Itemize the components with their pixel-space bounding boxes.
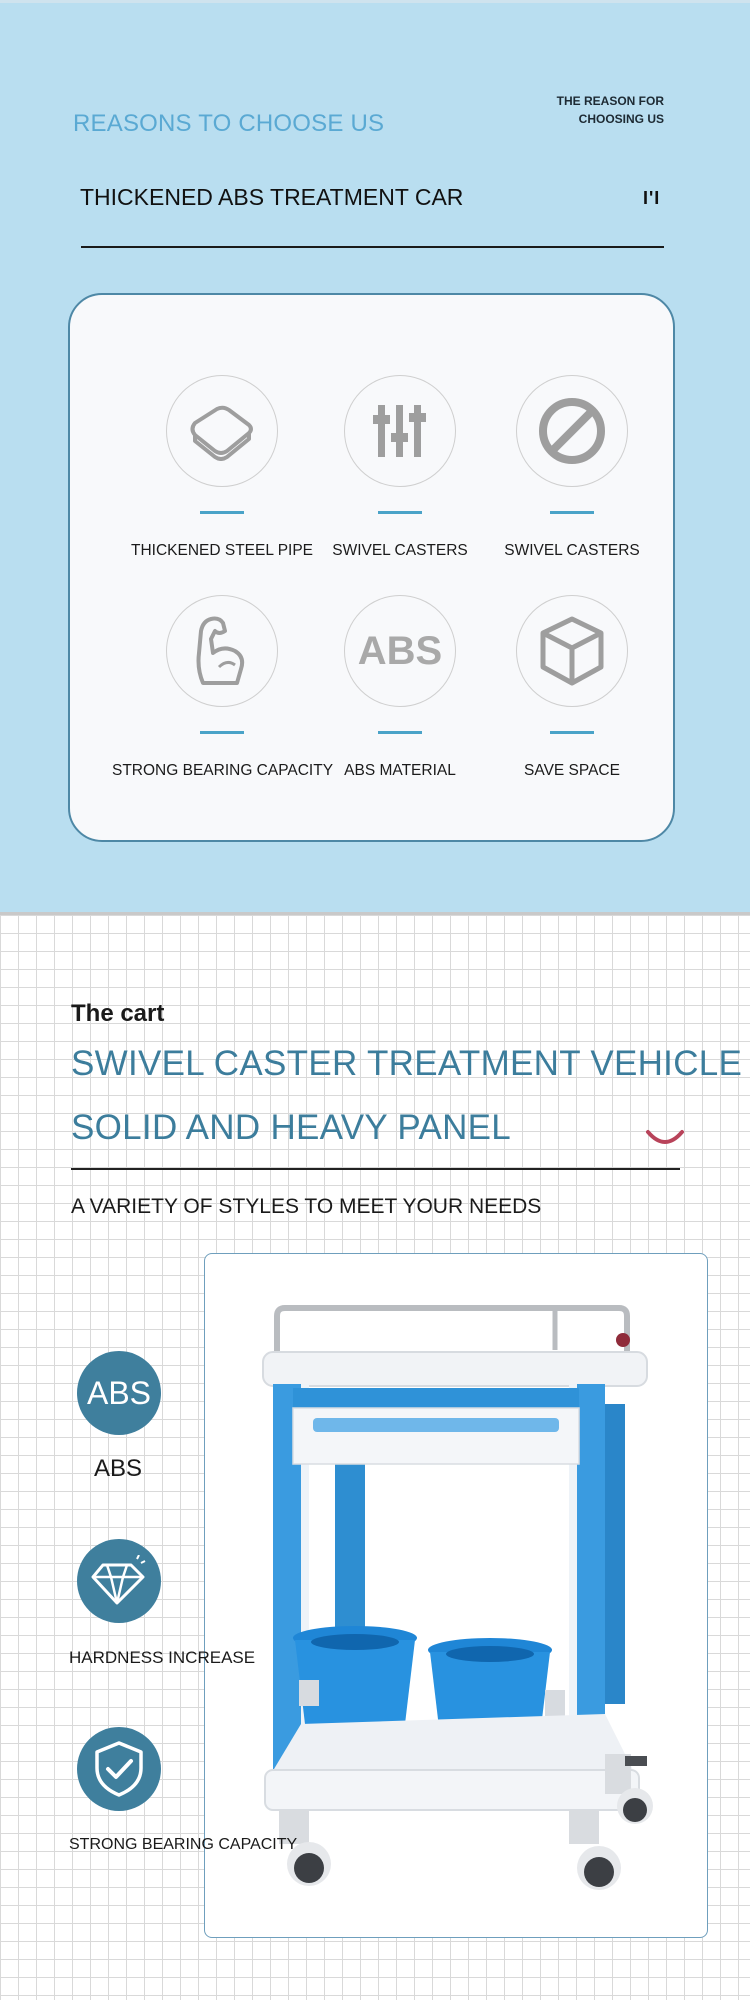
cube-icon (535, 613, 609, 689)
feature-icon-circle (166, 595, 278, 707)
abs-badge-text: ABS (86, 1374, 152, 1411)
feature-icon-circle (344, 595, 456, 707)
sliders-icon (368, 399, 432, 463)
smile-mark-icon (644, 1128, 686, 1152)
feature-icon-circle (516, 375, 628, 487)
hardness-badge (77, 1539, 161, 1623)
prohibited-icon (536, 395, 608, 467)
car-title: THICKENED ABS TREATMENT CAR (80, 184, 464, 210)
steel-plate-icon (187, 401, 257, 461)
feature-label: SWIVEL CASTERS (332, 542, 468, 559)
reasons-title: REASONS TO CHOOSE US (73, 110, 385, 137)
features-card (68, 293, 675, 842)
reason-for-line-1: THE REASON FOR (556, 94, 664, 108)
feature-dash (550, 731, 594, 734)
feature-label: ABS MATERIAL (344, 762, 456, 779)
styles-caption: A VARIETY OF STYLES TO MEET YOUR NEEDS (71, 1195, 542, 1218)
flexed-arm-icon (189, 613, 255, 689)
feature-swivel-casters-2 (462, 375, 682, 560)
feature-label: SWIVEL CASTERS (504, 542, 640, 559)
feature-dash (550, 511, 594, 514)
hardness-badge-label: HARDNESS INCREASE (69, 1648, 256, 1667)
car-title-mark: I'I (643, 188, 661, 208)
bearing-badge (77, 1727, 161, 1811)
feature-icon-circle (516, 595, 628, 707)
feature-label: THICKENED STEEL PIPE (130, 542, 314, 559)
abs-badge (77, 1351, 161, 1435)
feature-label: SAVE SPACE (524, 762, 620, 779)
bearing-badge-label: STRONG BEARING CAPACITY (69, 1836, 298, 1853)
feature-dash (200, 511, 244, 514)
feature-dash (378, 511, 422, 514)
reason-for-caption (504, 92, 664, 128)
car-title-divider (81, 246, 664, 248)
cart-pre-title: The cart (71, 1000, 165, 1027)
feature-save-space (462, 595, 682, 780)
cart-headline-2: SOLID AND HEAVY PANEL (71, 1108, 512, 1147)
feature-icon-circle (344, 375, 456, 487)
feature-dash (378, 731, 422, 734)
feature-dash (200, 731, 244, 734)
feature-icon-circle (166, 375, 278, 487)
cart-headline-1: SWIVEL CASTER TREATMENT VEHICLE (71, 1044, 743, 1083)
shield-check-icon (92, 1740, 146, 1798)
diamond-icon (91, 1555, 147, 1607)
abs-text-icon: ABS (357, 628, 443, 673)
abs-badge-label: ABS (94, 1455, 143, 1482)
cart-divider (71, 1168, 680, 1170)
reason-for-line-2: CHOOSING US (578, 112, 664, 126)
feature-label: STRONG BEARING CAPACITY (112, 762, 334, 779)
